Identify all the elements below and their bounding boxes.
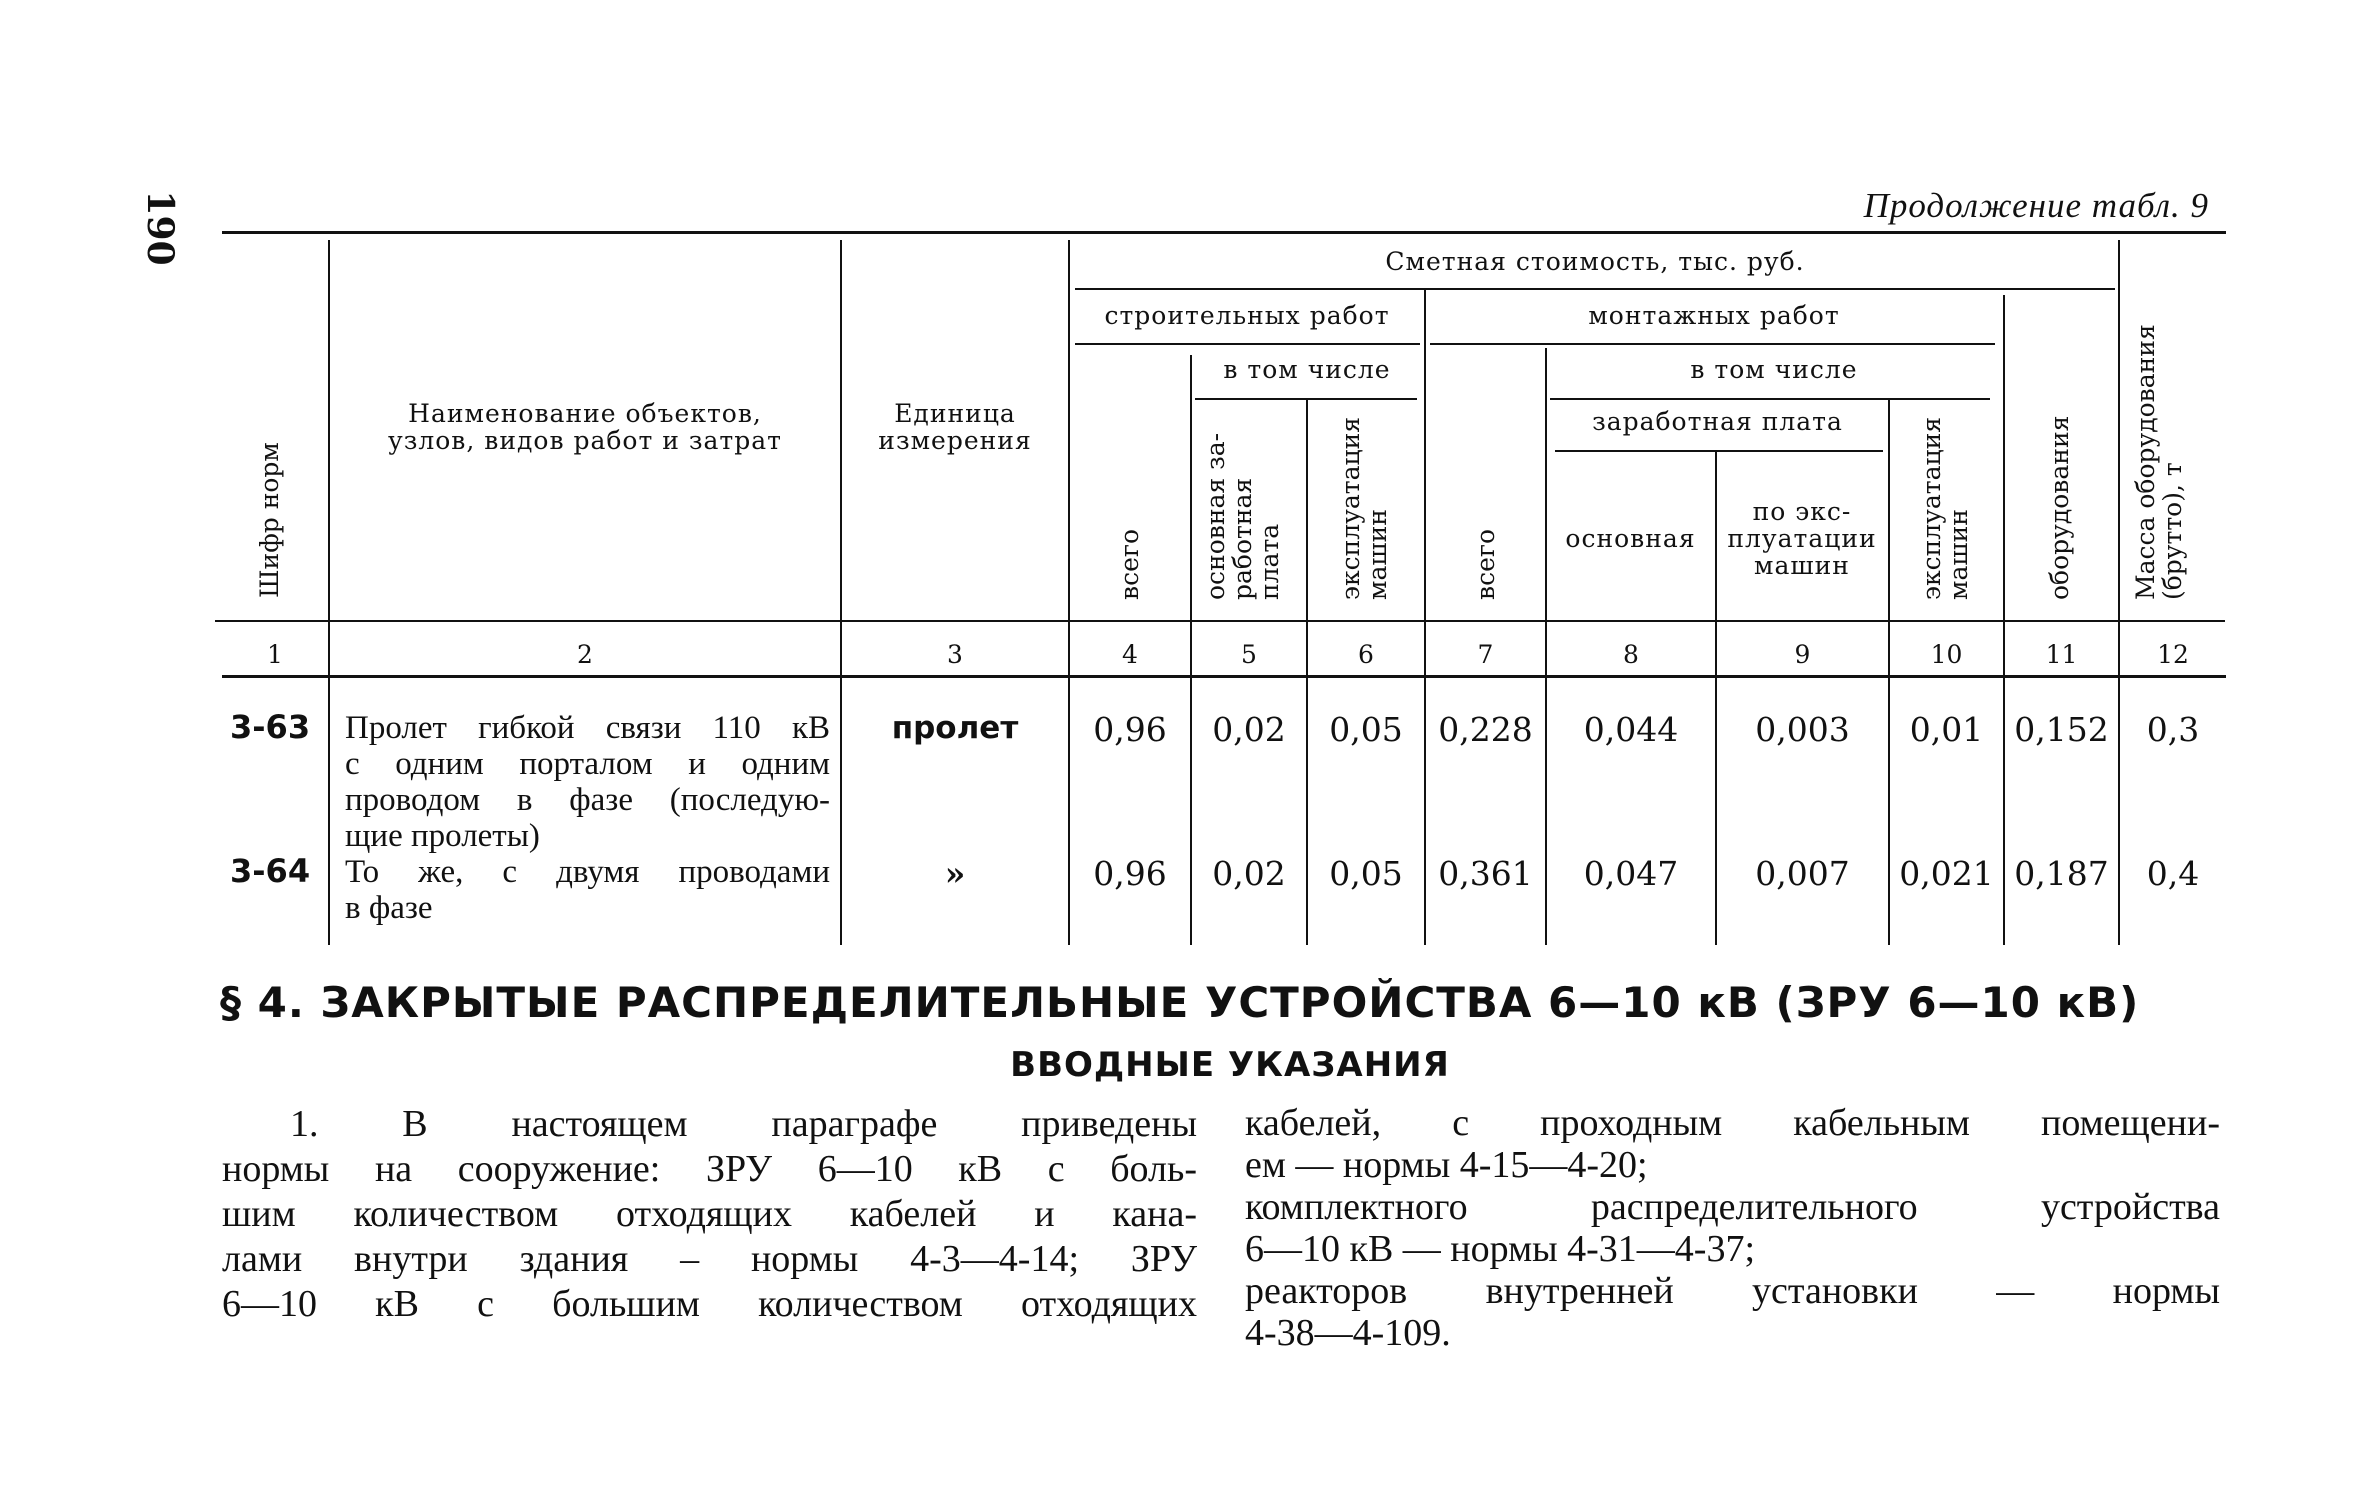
row-value: 0,021 (1899, 854, 1994, 893)
row-value: 0,007 (1755, 854, 1850, 893)
body-line: лами внутри здания – нормы 4-3—4-14; ЗРУ (222, 1238, 1197, 1280)
col-rule (2118, 240, 2120, 945)
header-rule (1075, 343, 1420, 345)
row-value: 0,003 (1755, 710, 1850, 749)
body-left-column (222, 1102, 1197, 1327)
row-value: 0,4 (2146, 854, 2200, 893)
row-name-line: проводом в фазе (последую- (345, 782, 830, 818)
header-name-line: Наименование объектов, (408, 399, 762, 428)
header-by-machines-line: по экс- (1752, 497, 1852, 526)
header-rule (1430, 343, 1995, 345)
header-machines-installation (1918, 417, 1972, 600)
header-base-pay (1202, 433, 1283, 600)
header-unit-line: измерения (878, 426, 1032, 455)
col-number: 12 (2157, 640, 2189, 669)
row-value: 0,05 (1329, 710, 1403, 749)
header-code: Шифр норм (255, 442, 284, 598)
header-machines-line: машин (1363, 509, 1392, 600)
header-name (335, 400, 835, 454)
header-unit-line: Единица (894, 399, 1016, 428)
row-name (345, 854, 830, 926)
col-number: 7 (1477, 640, 1494, 669)
body-line: 4-38—4-109. (1245, 1312, 1451, 1354)
header-base-pay-line: работная (1228, 477, 1257, 600)
row-value: 0,02 (1212, 710, 1286, 749)
row-name-line: с одним порталом и одним (345, 746, 830, 782)
body-right-column (1245, 1102, 2220, 1354)
header-cost-group: Сметная стоимость, тыс. руб. (1385, 247, 1805, 276)
col-number: 5 (1241, 640, 1257, 669)
row-unit: пролет (891, 710, 1019, 746)
header-total-construction: всего (1115, 528, 1144, 600)
header-mass (2132, 324, 2186, 600)
body-line: нормы на сооружение: ЗРУ 6—10 кВ с боль- (222, 1148, 1197, 1190)
body-line: ем — нормы 4-15—4-20; (1245, 1144, 1648, 1186)
col-number: 3 (947, 640, 963, 669)
col-number: 2 (577, 640, 593, 669)
header-installation: монтажных работ (1588, 301, 1840, 330)
header-by-machines-line: машин (1754, 551, 1850, 580)
col-number: 9 (1794, 640, 1811, 669)
header-wages: заработная плата (1592, 407, 1843, 436)
row-name (345, 710, 830, 854)
header-base-pay-line: основная за- (1201, 432, 1230, 600)
row-unit: » (944, 854, 966, 893)
row-name-line: щие пролеты) (345, 818, 540, 854)
header-including-construction: в том числе (1223, 355, 1391, 384)
row-value: 0,01 (1909, 710, 1984, 749)
col-rule (1068, 240, 1070, 945)
col-rule (1424, 290, 1426, 945)
col-number: 11 (2045, 640, 2078, 669)
header-rule (1075, 288, 2115, 290)
row-value: 0,96 (1093, 854, 1167, 893)
body-line: 1. В настоящем параграфе приведены (290, 1103, 1197, 1145)
header-by-machines (1718, 498, 1886, 579)
col-number: 6 (1358, 640, 1374, 669)
header-mass-line: Масса оборудования (2131, 324, 2160, 600)
col-rule (840, 240, 842, 945)
row-code: 3-64 (230, 852, 311, 890)
section-title: § 4. ЗАКРЫТЫЕ РАСПРЕДЕЛИТЕЛЬНЫЕ УСТРОЙСТВА 6—10 кВ (ЗРУ 6—10 кВ) (220, 978, 2140, 1027)
header-rule (1550, 398, 1990, 400)
body-line: 6—10 кВ — нормы 4-31—4-37; (1245, 1228, 1756, 1270)
row-value: 0,96 (1093, 710, 1167, 749)
header-total-installation: всего (1471, 528, 1500, 600)
body-line: кабелей, с проходным кабельным помещени- (1245, 1102, 2220, 1144)
header-rule (1195, 398, 1417, 400)
header-by-machines-line: плуатации (1727, 524, 1877, 553)
header-name-line: узлов, видов работ и затрат (388, 426, 782, 455)
table-continuation-caption: Продолжение табл. 9 (1863, 186, 2209, 225)
row-value: 0,152 (2014, 710, 2109, 749)
header-equipment: оборудования (2045, 415, 2074, 600)
header-base-pay-line: плата (1255, 523, 1284, 600)
row-value: 0,02 (1212, 854, 1286, 893)
header-machines-line: эксплуатация (1336, 416, 1365, 600)
body-line: 6—10 кВ с большим количеством отходящих (222, 1283, 1197, 1325)
header-machines-line: машин (1944, 509, 1973, 600)
header-bottom-rule (215, 620, 2225, 622)
row-value: 0,361 (1438, 854, 1533, 893)
row-name-line: То же, с двумя проводами (345, 854, 830, 890)
body-line: комплектного распределительного устройства (1245, 1186, 2220, 1228)
row-name-line: в фазе (345, 890, 433, 926)
col-number: 1 (267, 640, 283, 669)
col-number: 8 (1623, 640, 1639, 669)
row-value: 0,228 (1438, 710, 1533, 749)
page-number: 190 (139, 190, 181, 266)
section-subtitle: ВВОДНЫЕ УКАЗАНИЯ (1010, 1045, 1450, 1085)
header-machines-construction (1337, 417, 1391, 600)
col-rule (328, 240, 330, 945)
body-line: шим количеством отходящих кабелей и кана- (222, 1193, 1197, 1235)
col-number: 10 (1930, 640, 1963, 669)
header-basic: основная (1565, 524, 1696, 553)
header-mass-line: (брутто), т (2158, 462, 2187, 600)
row-value: 0,047 (1583, 854, 1679, 893)
row-value: 0,044 (1583, 710, 1679, 749)
header-rule (1555, 450, 1883, 452)
body-line: реакторов внутренней установки — нормы (1245, 1270, 2220, 1312)
table-top-rule (222, 231, 2226, 234)
header-machines-line: эксплуатация (1917, 416, 1946, 600)
row-value: 0,3 (2146, 710, 2200, 749)
row-code: 3-63 (230, 708, 311, 746)
row-name-line: Пролет гибкой связи 110 кВ (345, 710, 830, 746)
row-value: 0,05 (1329, 854, 1403, 893)
row-value: 0,187 (2014, 854, 2109, 893)
colnum-bottom-rule (222, 675, 2226, 678)
header-unit (845, 400, 1065, 454)
header-including-installation: в том числе (1690, 355, 1858, 384)
col-number: 4 (1122, 640, 1138, 669)
header-construction: строительных работ (1104, 301, 1390, 330)
